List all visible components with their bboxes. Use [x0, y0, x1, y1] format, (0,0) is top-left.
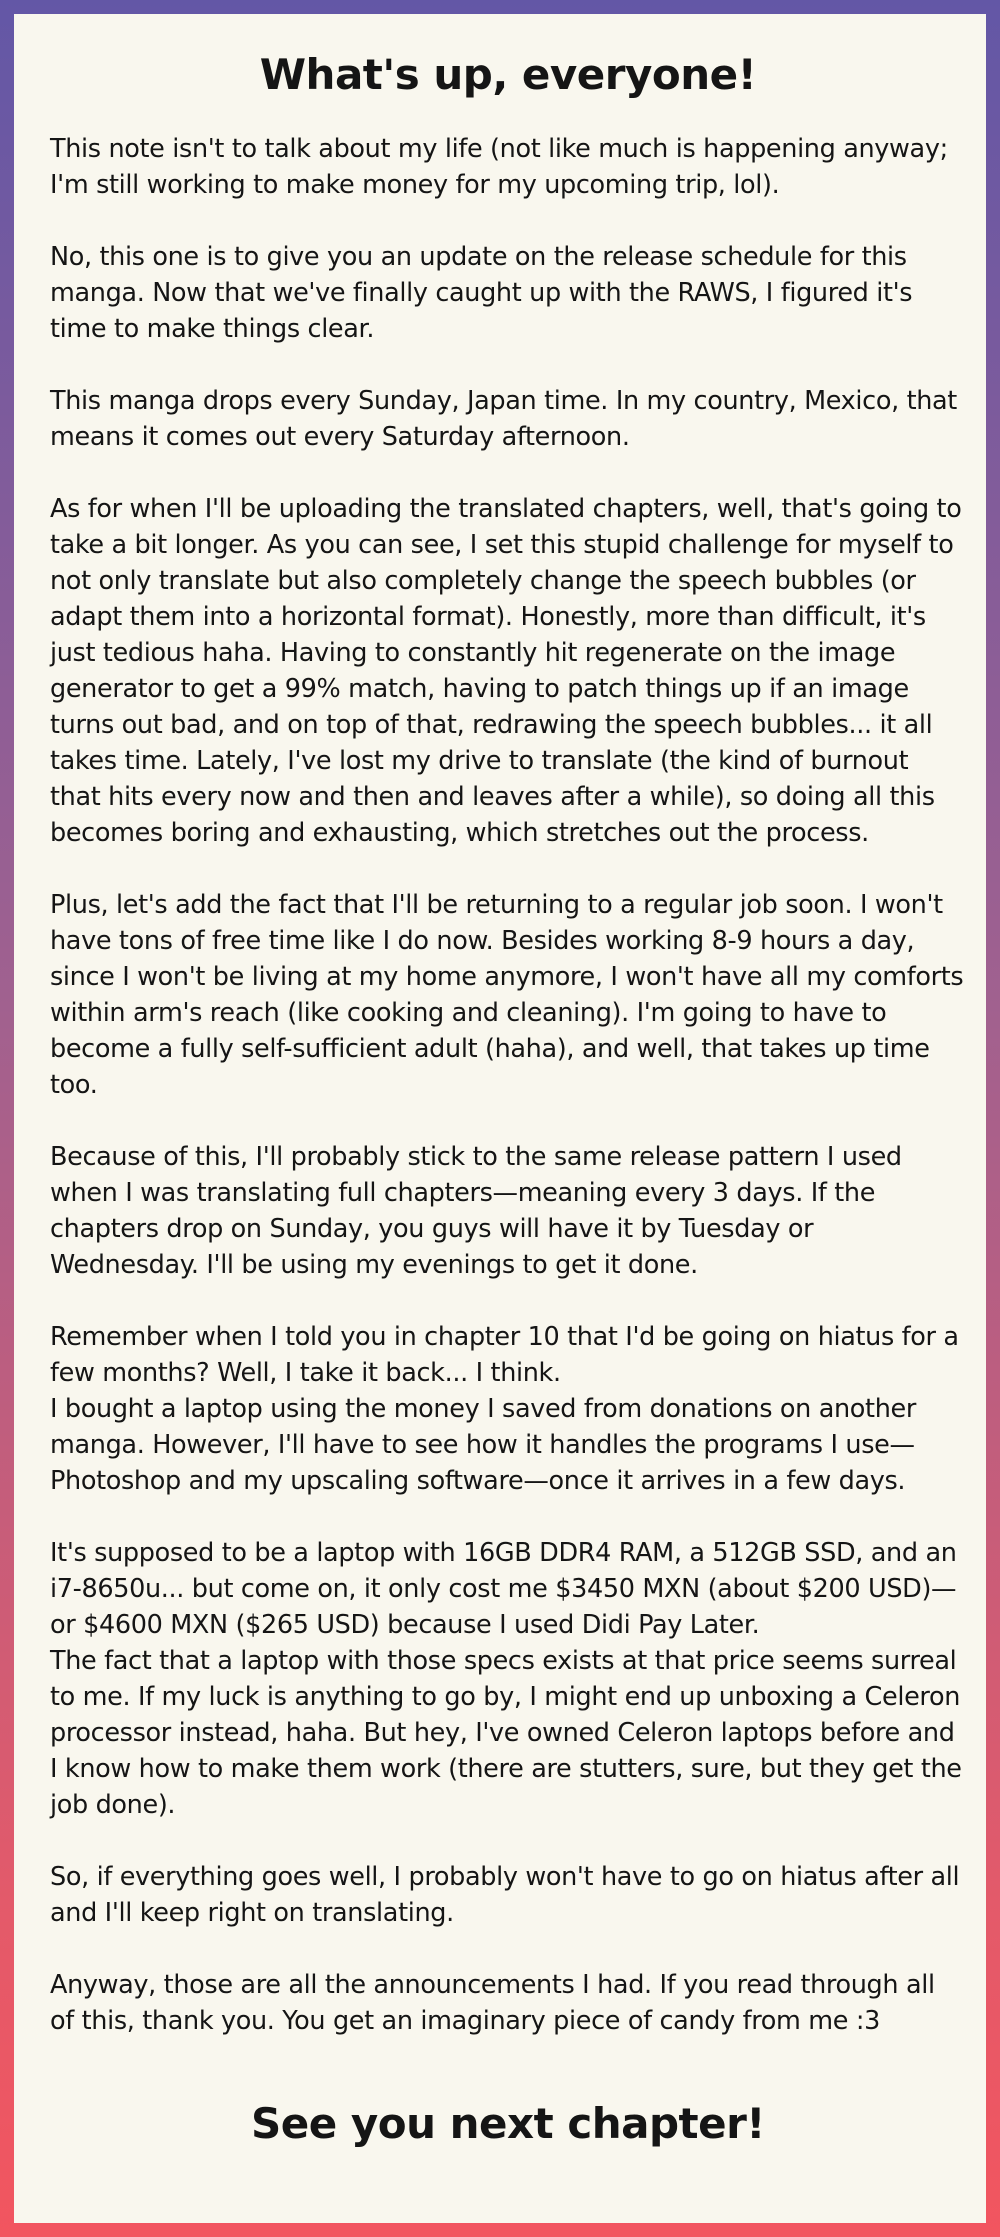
- paragraph: So, if everything goes well, I probably won't have to go on hiatus after all and I'll keep right on translating.: [50, 1862, 960, 1928]
- paragraph: Plus, let's add the fact that I'll be returning to a regular job soon. I won't have tons of free time like I do now. Besides working 8-9 hours a day, since I won't be living at my home anymore, I won't have all my comforts within arm's reach (like cooking and cleaning). I'm going to have to become a fully self-sufficient adult (haha), and well, that takes up time too.: [50, 890, 964, 1100]
- paragraph: It's supposed to be a laptop with 16GB DDR4 RAM, a 512GB SSD, and an i7-8650u... but come on, it only cost me $3450 MXN (about $200 USD)—or $4600 MXN ($265 USD) because I used Didi Pay Later. The fact that a laptop with those specs exists at that price seems surreal to me. If my luck is anything to go by, I might end up unboxing a Celeron processor instead, haha. But hey, I've owned Celeron laptops before and I know how to make them work (there are stutters, sure, but they get the job done).: [50, 1538, 962, 1820]
- paragraph: No, this one is to give you an update on the release schedule for this manga. Now that we've finally caught up with the RAWS, I figured it's time to make things clear.: [50, 242, 913, 344]
- paragraph: As for when I'll be uploading the translated chapters, well, that's going to take a bit longer. As you can see, I set this stupid challenge for myself to not only translate but also completely change the speech bubbles (or adapt them into a horizontal format). Honestly, more than difficult, it's just tedious haha. Having to constantly hit regenerate on the image generator to get a 99% match, having to patch things up if an image turns out bad, and on top of that, redrawing the speech bubbles... it all takes time. Lately, I've lost my drive to translate (the kind of burnout that hits every now and then and leaves after a while), so doing all this becomes boring and exhausting, which stretches out the process.: [50, 494, 962, 848]
- paragraph: This manga drops every Sunday, Japan time. In my country, Mexico, that means it comes out every Saturday afternoon.: [50, 386, 957, 452]
- paragraph: This note isn't to talk about my life (not like much is happening anyway; I'm still working to make money for my upcoming trip, lol).: [50, 134, 948, 200]
- note-title: What's up, everyone!: [259, 50, 757, 99]
- paragraph: Remember when I told you in chapter 10 that I'd be going on hiatus for a few months? Well, I take it back... I think. I bought a laptop using the money I saved from donations on another manga. However, I'll have to see how it handles the programs I use—Photoshop and my upscaling software—once it arrives in a few days.: [50, 1322, 959, 1496]
- closing-line: See you next chapter!: [251, 2099, 765, 2148]
- paragraph: Anyway, those are all the announcements I had. If you read through all of this, thank you. You get an imaginary piece of candy from me :3: [50, 1970, 935, 2036]
- note-page: [14, 14, 986, 2223]
- paragraph: Because of this, I'll probably stick to the same release pattern I used when I was translating full chapters—meaning every 3 days. If the chapters drop on Sunday, you guys will have it by Tuesday or Wednesday. I'll be using my evenings to get it done.: [50, 1142, 902, 1280]
